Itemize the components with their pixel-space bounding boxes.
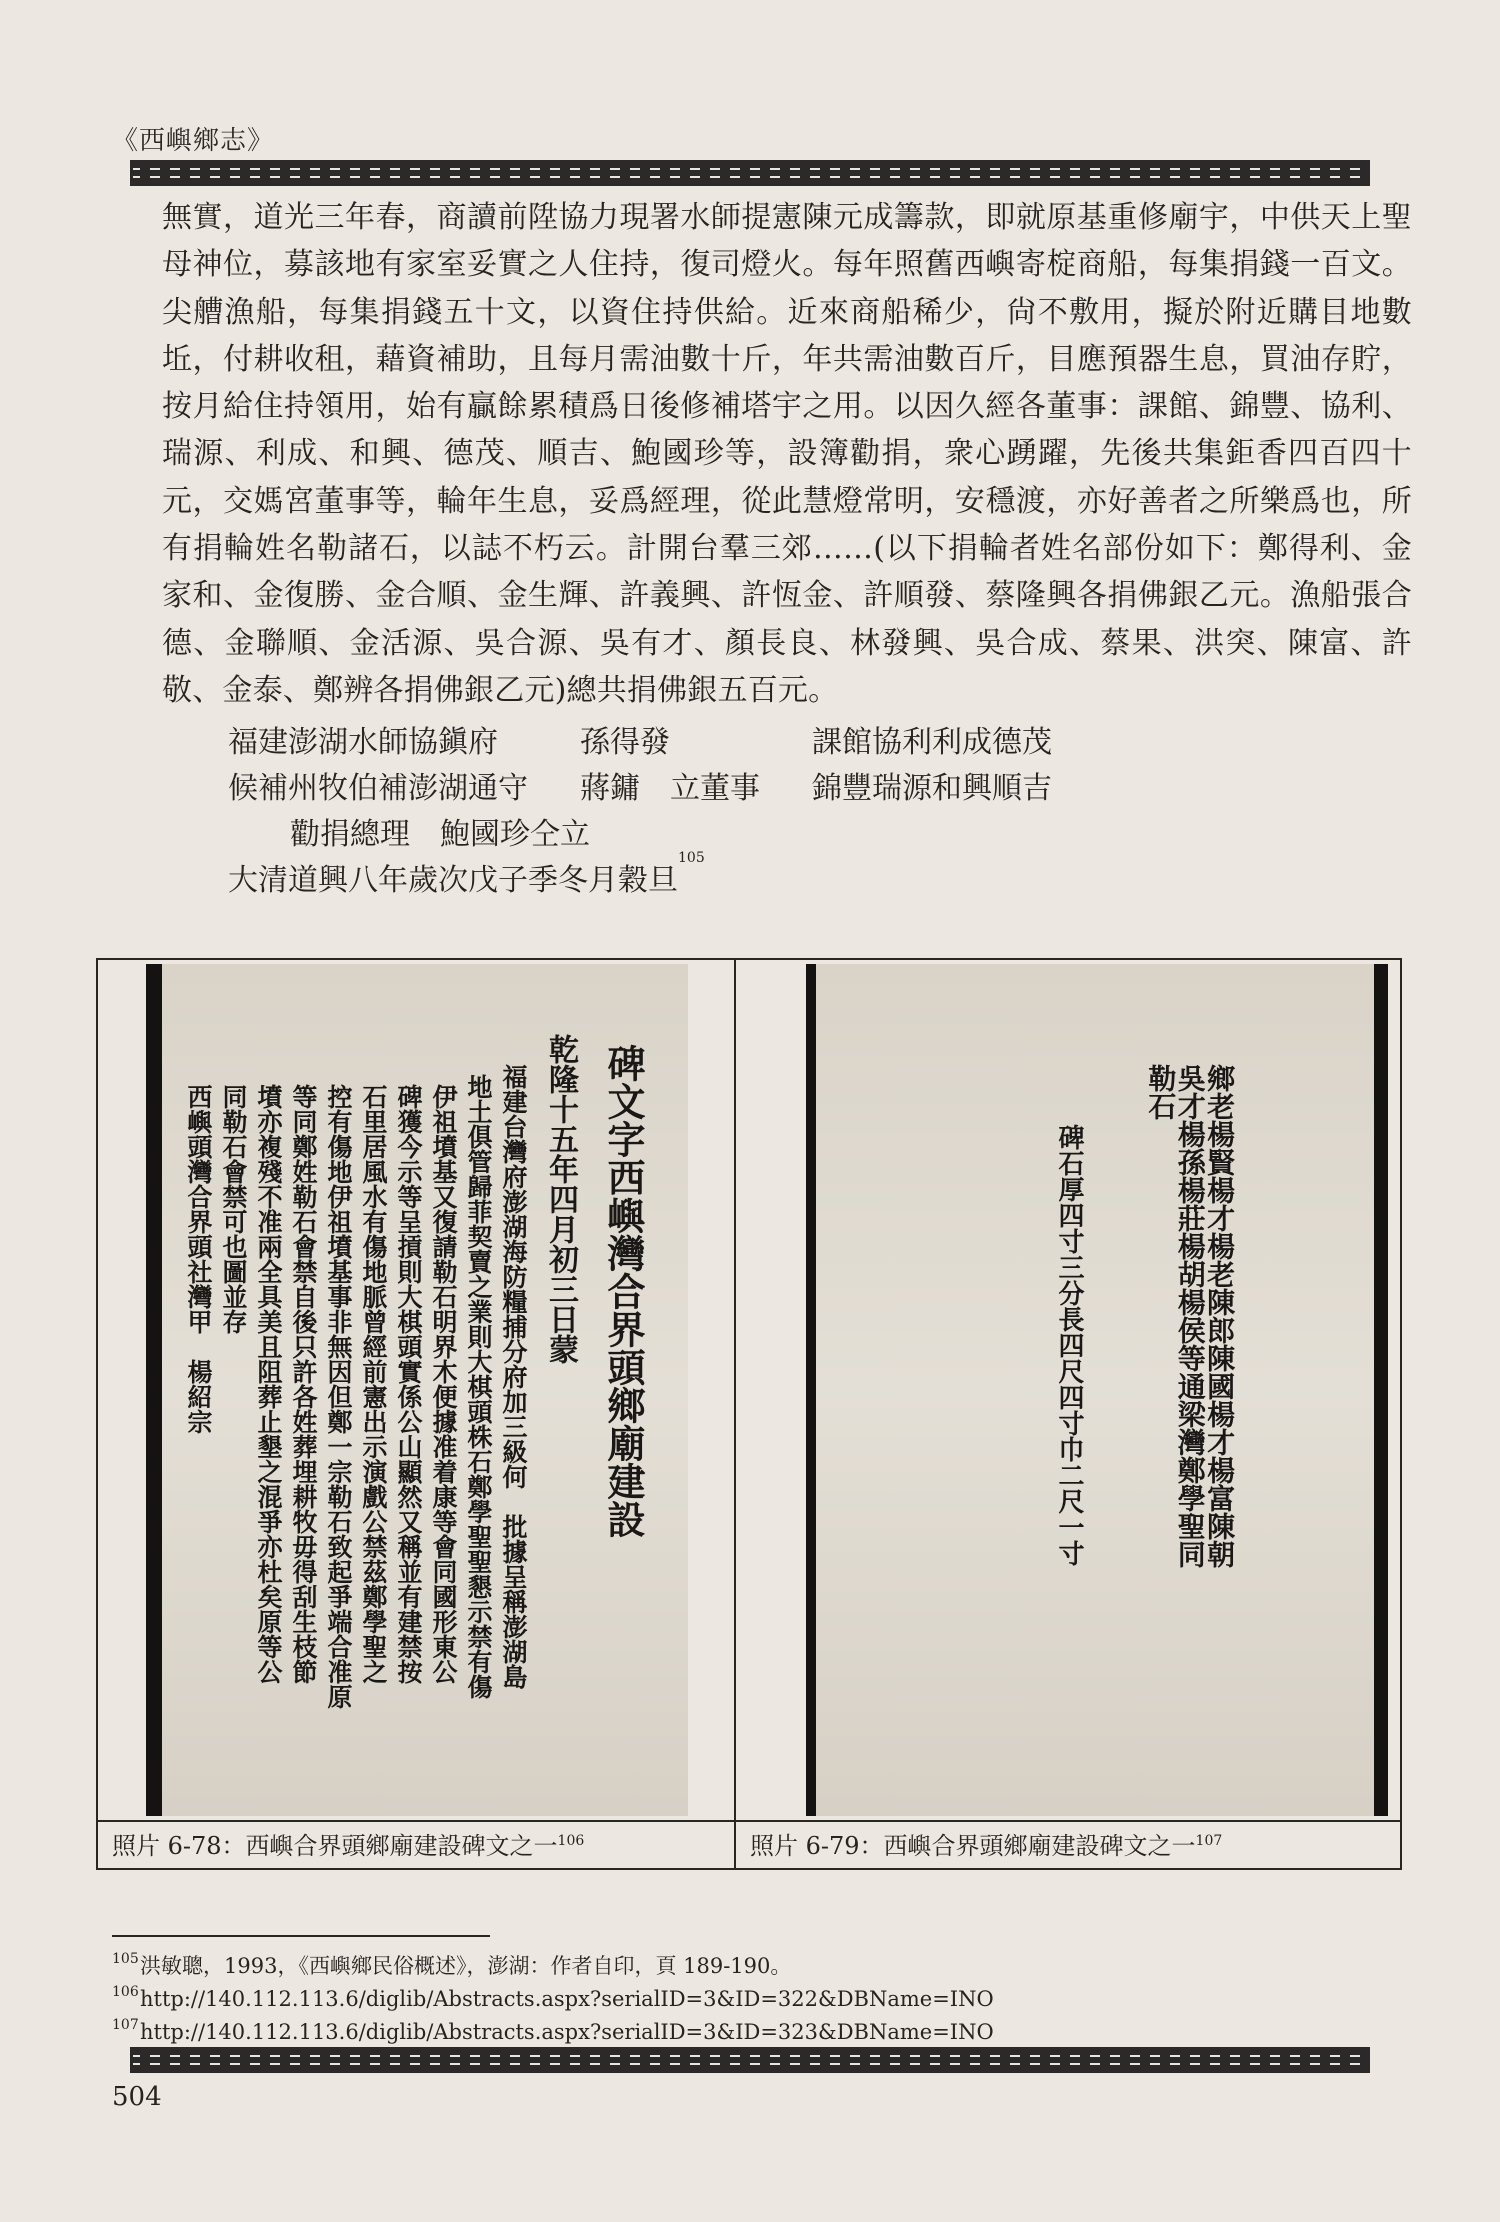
inscription-column: 同勒石會禁可也圖並存: [219, 1084, 248, 1334]
inscription-column: 福建台灣府澎湖海防糧捕分府加三級何 批據呈稱澎湖島: [499, 1064, 528, 1689]
footnote: [112, 1983, 994, 2016]
inscription-column: 碑獲今示等呈摃則大棋頭實係公山顯然又稱並有建禁按: [394, 1084, 423, 1684]
stele-photo-right: [806, 964, 1388, 1816]
list-cell: 課館協利利成德茂: [812, 725, 1052, 760]
footnote-ref: 105: [678, 850, 705, 866]
list-cell: 蔣鏞 立董事: [580, 771, 760, 806]
date-text: 大清道興八年歲次戊子季冬月穀旦: [228, 863, 678, 898]
inscription-column: 等同鄭姓勒石會禁自後只許各姓葬埋耕牧毋得刮生枝節: [289, 1084, 318, 1684]
inscription-column: 墳亦複殘不准兩全具美且阻葬止墾之混爭亦杜矣原等公: [254, 1084, 283, 1684]
footnote-ref: 107: [1195, 1833, 1223, 1849]
list-cell: 錦豐瑞源和興順吉: [812, 771, 1052, 806]
footnote: [112, 1950, 994, 1983]
photo-edge: [1374, 964, 1388, 1816]
bottom-ornamental-border: [130, 2047, 1370, 2073]
inscription-column: 控有傷地伊祖墳基事非無因但鄭一宗勒石致起爭端合准原: [324, 1084, 353, 1709]
photo-caption-right: [750, 1826, 1222, 1861]
footnote: [112, 2016, 994, 2049]
list-row: [228, 766, 1378, 812]
date-line: [228, 850, 1378, 904]
donor-list: [228, 720, 1378, 904]
stele-photo-left: [146, 964, 688, 1816]
list-cell: 候補州牧伯補澎湖通守: [228, 771, 528, 806]
list-cell: 勸捐總理 鮑國珍仝立: [290, 817, 590, 852]
footnote-link[interactable]: http://140.112.113.6/diglib/Abstracts.aspx?serialID=3&ID=322&DBName=INO: [140, 1987, 994, 2011]
list-row: [228, 720, 1378, 766]
body-paragraph: 無實，道光三年春，商讀前陞協力現署水師提憲陳元成籌款，即就原基重修廟宇，中供天上聖母神位，募該地有家室妥實之人住持，復司燈火。每年照舊西嶼寄椗商船，每集捐錢一百文。尖艚漁船，每集捐錢五十文，以資住持供給。近來商船稀少，尙不敷用，擬於附近購目地數坵，付耕收租，藉資補助，且每月需油數十斤，年共需油數百斤，目應預器生息，買油存貯，按月給住持領用，始有贏餘累積爲日後修補塔宇之用。以因久經各董事：課館、錦豐、協利、瑞源、利成、和興、德茂、順吉、鮑國珍等，設簿勸捐，衆心踴躍，先後共集鉅香四百四十元，交媽宮董事等，輪年生息，妥爲經理，從此慧燈常明，安穩渡，亦好善者之所樂爲也，所有捐輪姓名勒諸石，以誌不朽云。計開台羣三郊……(以下捐輪者姓名部份如下：鄭得利、金家和、金復勝、金合順、金生輝、許義興、許恆金、許順發、蔡隆興各捐佛銀乙元。漁船張合德、金聯順、金活源、吳合源、吳有才、顏長良、林發興、吳合成、蔡果、洪突、陳富、許敬、金泰、鄭辨各捐佛銀乙元)總共捐佛銀五百元。: [162, 200, 1412, 708]
caption-divider: [98, 1820, 1400, 1822]
inscription-column: 地土俱管歸菲契賣之業則大棋頭株石鄭學聖聖懇示禁有傷: [464, 1074, 493, 1699]
list-row: [228, 812, 1378, 858]
inscription-column: 西嶼頭灣合界頭社灣甲 楊紹宗: [184, 1084, 213, 1434]
footnote-number: 105: [112, 1951, 139, 1967]
footnote-rule: [112, 1935, 490, 1937]
inscription-column: 碑石厚四寸三分長四尺四寸巾二尺一寸: [1054, 1124, 1084, 1566]
caption-text: 照片 6-79：西嶼合界頭鄉廟建設碑文之一: [750, 1832, 1196, 1860]
photo-edge: [146, 964, 162, 1816]
list-cell: 孫得發: [580, 725, 670, 760]
footnote-number: 106: [112, 1984, 139, 2000]
inscription-column: 碑文字西嶼灣合界頭鄉廟建設: [601, 1044, 646, 1538]
page-header: 《西嶼鄉志》: [112, 126, 275, 156]
page-number: 504: [112, 2082, 162, 2112]
footnote-text: 洪敏聰，1993，《西嶼鄉民俗概述》，澎湖：作者自印，頁 189-190。: [140, 1954, 792, 1978]
footnote-link[interactable]: http://140.112.113.6/diglib/Abstracts.aspx?serialID=3&ID=323&DBName=INO: [140, 2020, 994, 2044]
inscription-column: 乾隆十五年四月初三日蒙: [543, 1034, 578, 1364]
inscription-column: 鄉老楊賢楊才楊老陳郎陳國楊才楊富陳朝吳才楊孫楊莊楊胡楊侯等通梁灣鄭學聖同勒石: [1144, 1064, 1237, 1568]
inscription-column: 石里居風水有傷地脈曾經前憲出示演戲公禁茲鄭學聖之: [359, 1084, 388, 1684]
inscription-column: 伊祖墳基又復請勒石明界木便據准着康等會同國形東公: [429, 1084, 458, 1684]
figure-divider: [734, 960, 736, 1868]
photo-figure-box: [96, 958, 1402, 1870]
footnote-number: 107: [112, 2017, 139, 2033]
footnotes: [112, 1950, 994, 2049]
list-cell: 福建澎湖水師協鎭府: [228, 725, 498, 760]
top-ornamental-border: [130, 160, 1370, 186]
photo-edge: [806, 964, 816, 1816]
caption-text: 照片 6-78：西嶼合界頭鄉廟建設碑文之一: [112, 1832, 558, 1860]
photo-caption-left: [112, 1826, 584, 1861]
footnote-ref: 106: [557, 1833, 585, 1849]
